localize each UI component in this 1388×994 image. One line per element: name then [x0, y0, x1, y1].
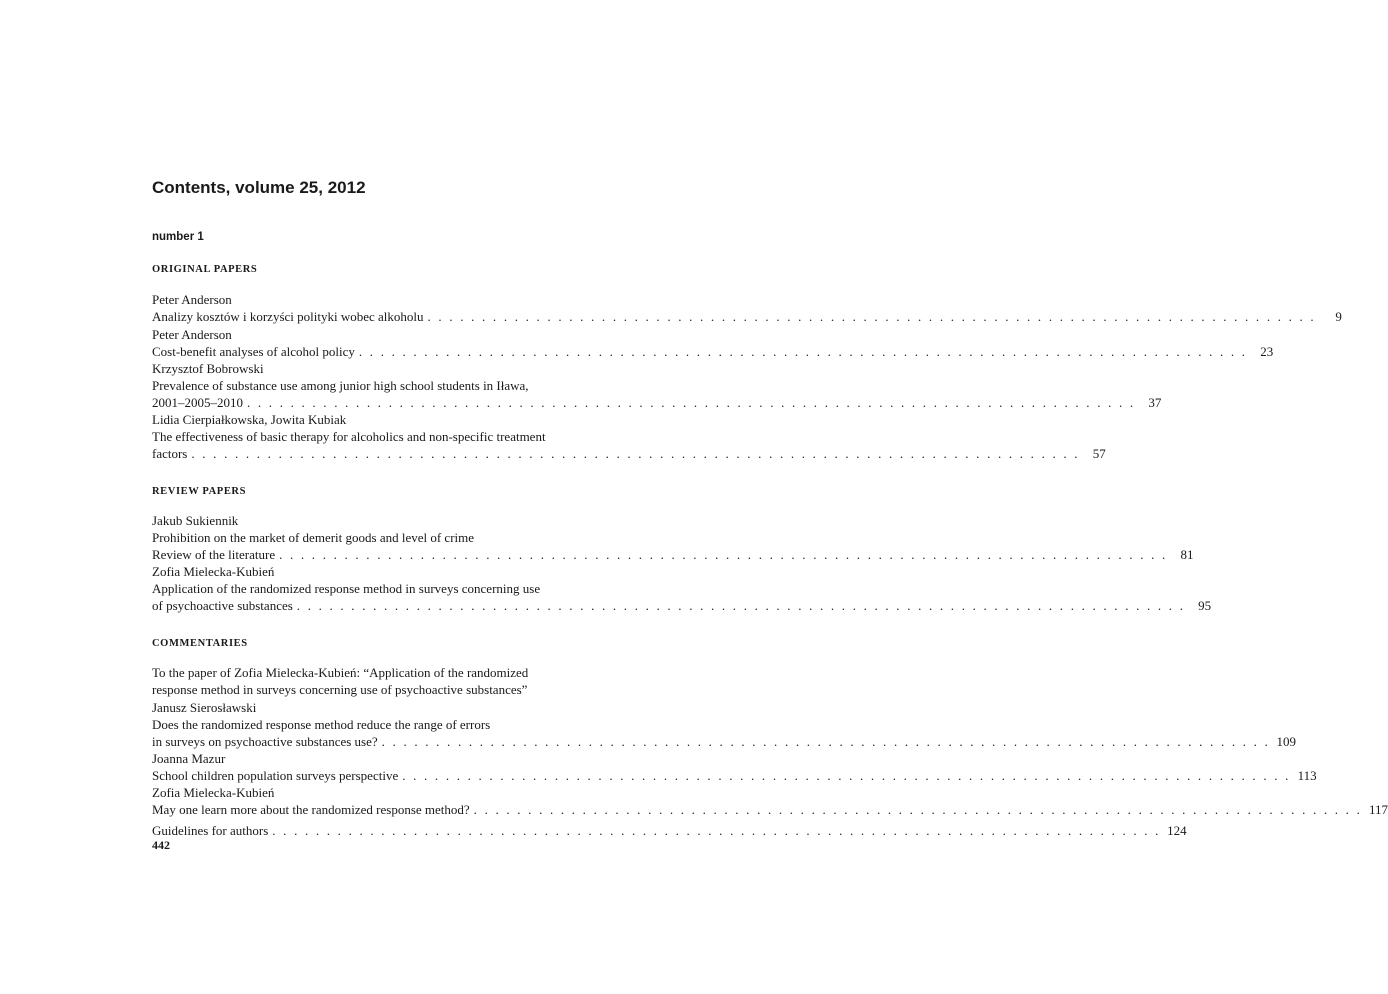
toc-entry-title-line: of psychoactive substances [152, 598, 293, 613]
toc-entry-title-line: The effectiveness of basic therapy for alcoholics and non-specific treatment [152, 429, 546, 444]
toc-entry-title-line: Cost-benefit analyses of alcohol policy [152, 344, 355, 359]
toc-entry[interactable] [152, 699, 1296, 750]
dot-leader: . . . . . . . . . . . . . . . . . . . . . . . . . . . . . . . . . . . . . . . . . . . . . . . . . . . . . . . . . . . . . . . . . . . . . . . . . . . . . . . . . . [247, 395, 1136, 410]
commentary-intro-line: response method in surveys concerning use of psychoactive substances” [152, 682, 528, 697]
page-title: Contents, volume 25, 2012 [152, 178, 366, 197]
toc-entry-author: Jakub Sukiennik [152, 513, 239, 528]
dot-leader: . . . . . . . . . . . . . . . . . . . . . . . . . . . . . . . . . . . . . . . . . . . . . . . . . . . . . . . . . . . . . . . . . . . . . . . . . . . . . . . . . . [427, 309, 1316, 324]
toc-page-number: 109 [1276, 734, 1296, 749]
toc-page-number: 23 [1260, 344, 1274, 359]
toc-entry-title-line: School children population surveys perspective [152, 768, 399, 783]
toc-page-number: 57 [1092, 446, 1106, 461]
dot-leader: . . . . . . . . . . . . . . . . . . . . . . . . . . . . . . . . . . . . . . . . . . . . . . . . . . . . . . . . . . . . . . . . . . . . . . . . . . . . . . . . . . [381, 734, 1270, 749]
toc-entry[interactable] [152, 326, 1274, 360]
toc-entry-title-line: Prohibition on the market of demerit goods and level of crime [152, 530, 475, 545]
toc-entry-title-line: Analizy kosztów i korzyści polityki wobec alkoholu [152, 309, 424, 324]
toc-entry[interactable] [152, 360, 1162, 411]
toc-entry-title-line: Prevalence of substance use among junior high school students in Iława, [152, 378, 529, 393]
toc-entry-final-line [152, 394, 1162, 411]
toc-entry-author: Zofia Mielecka-Kubień [152, 564, 275, 579]
toc-entry[interactable] [152, 512, 1194, 563]
section-heading-review-papers: REVIEW PAPERS [152, 486, 247, 497]
dot-leader: . . . . . . . . . . . . . . . . . . . . . . . . . . . . . . . . . . . . . . . . . . . . . . . . . . . . . . . . . . . . . . . . . . . . . . . . . . . . . . . . . . [279, 547, 1168, 562]
toc-entry-final-line [152, 343, 1274, 360]
toc-entry[interactable] [152, 291, 1342, 325]
toc-entry-title-line: May one learn more about the randomized response method? [152, 802, 470, 817]
toc-entry-author: Joanna Mazur [152, 751, 226, 766]
toc-entry-author: Lidia Cierpiałkowska, Jowita Kubiak [152, 412, 347, 427]
toc-page-number: 117 [1369, 802, 1388, 817]
dot-leader: . . . . . . . . . . . . . . . . . . . . . . . . . . . . . . . . . . . . . . . . . . . . . . . . . . . . . . . . . . . . . . . . . . . . . . . . . . . . . . . . . . [296, 598, 1186, 613]
commentary-intro [152, 664, 614, 698]
toc-entry-final-line [152, 546, 1194, 563]
toc-entry-title-line: Application of the randomized response method in surveys concerning use [152, 581, 541, 596]
dot-leader: . . . . . . . . . . . . . . . . . . . . . . . . . . . . . . . . . . . . . . . . . . . . . . . . . . . . . . . . . . . . . . . . . . . . . . . . . . . . . . . . . . [358, 344, 1248, 359]
toc-entry-final-line [152, 597, 1212, 614]
toc-entry[interactable] [152, 563, 1212, 614]
toc-page-number: 113 [1297, 768, 1317, 783]
toc-entry-author: Peter Anderson [152, 327, 232, 342]
toc-entry-title-line: Review of the literature [152, 547, 276, 562]
toc-page-number: 37 [1148, 395, 1162, 410]
toc-entry-final-line [152, 445, 1106, 462]
toc-entry-final-line [152, 822, 1187, 839]
toc-entry[interactable] [152, 750, 1317, 784]
dot-leader: . . . . . . . . . . . . . . . . . . . . . . . . . . . . . . . . . . . . . . . . . . . . . . . . . . . . . . . . . . . . . . . . . . . . . . . . . . . . . . . . . . [191, 446, 1080, 461]
toc-entry-title-line: factors [152, 446, 188, 461]
page-number: 442 [152, 838, 170, 852]
toc-page-number: 81 [1180, 547, 1194, 562]
toc-page-number: 95 [1198, 598, 1212, 613]
toc-page-number: 124 [1167, 823, 1187, 838]
toc-entry-author: Krzysztof Bobrowski [152, 361, 264, 376]
section-heading-commentaries: COMMENTARIES [152, 638, 248, 649]
toc-page-number: 9 [1335, 309, 1342, 324]
dot-leader: . . . . . . . . . . . . . . . . . . . . . . . . . . . . . . . . . . . . . . . . . . . . . . . . . . . . . . . . . . . . . . . . . . . . . . . . . . . . . . . . . . [272, 823, 1161, 838]
toc-entry-author: Peter Anderson [152, 292, 232, 307]
toc-entry-final-line [152, 733, 1296, 750]
toc-entry-title-line: Guidelines for authors [152, 823, 269, 838]
toc-entry-final-line [152, 801, 1388, 818]
section-heading-original-papers: ORIGINAL PAPERS [152, 264, 258, 275]
toc-entry-guidelines[interactable] [152, 822, 1187, 839]
toc-entry-title-line: in surveys on psychoactive substances use? [152, 734, 378, 749]
toc-entry-final-line [152, 308, 1342, 325]
toc-entry[interactable] [152, 411, 1106, 462]
dot-leader: . . . . . . . . . . . . . . . . . . . . . . . . . . . . . . . . . . . . . . . . . . . . . . . . . . . . . . . . . . . . . . . . . . . . . . . . . . . . . . . . . . [473, 802, 1363, 817]
commentary-intro-line: To the paper of Zofia Mielecka-Kubień: “Application of the randomized [152, 665, 529, 680]
issue-number-label: number 1 [152, 231, 204, 243]
toc-entry-final-line [152, 767, 1317, 784]
toc-entry-author: Zofia Mielecka-Kubień [152, 785, 275, 800]
toc-entry-title-line: Does the randomized response method reduce the range of errors [152, 717, 491, 732]
dot-leader: . . . . . . . . . . . . . . . . . . . . . . . . . . . . . . . . . . . . . . . . . . . . . . . . . . . . . . . . . . . . . . . . . . . . . . . . . . . . . . . . . . [402, 768, 1291, 783]
toc-entry-title-line: 2001–2005–2010 [152, 395, 243, 410]
toc-entry[interactable] [152, 784, 1388, 818]
toc-entry-author: Janusz Sierosławski [152, 700, 257, 715]
